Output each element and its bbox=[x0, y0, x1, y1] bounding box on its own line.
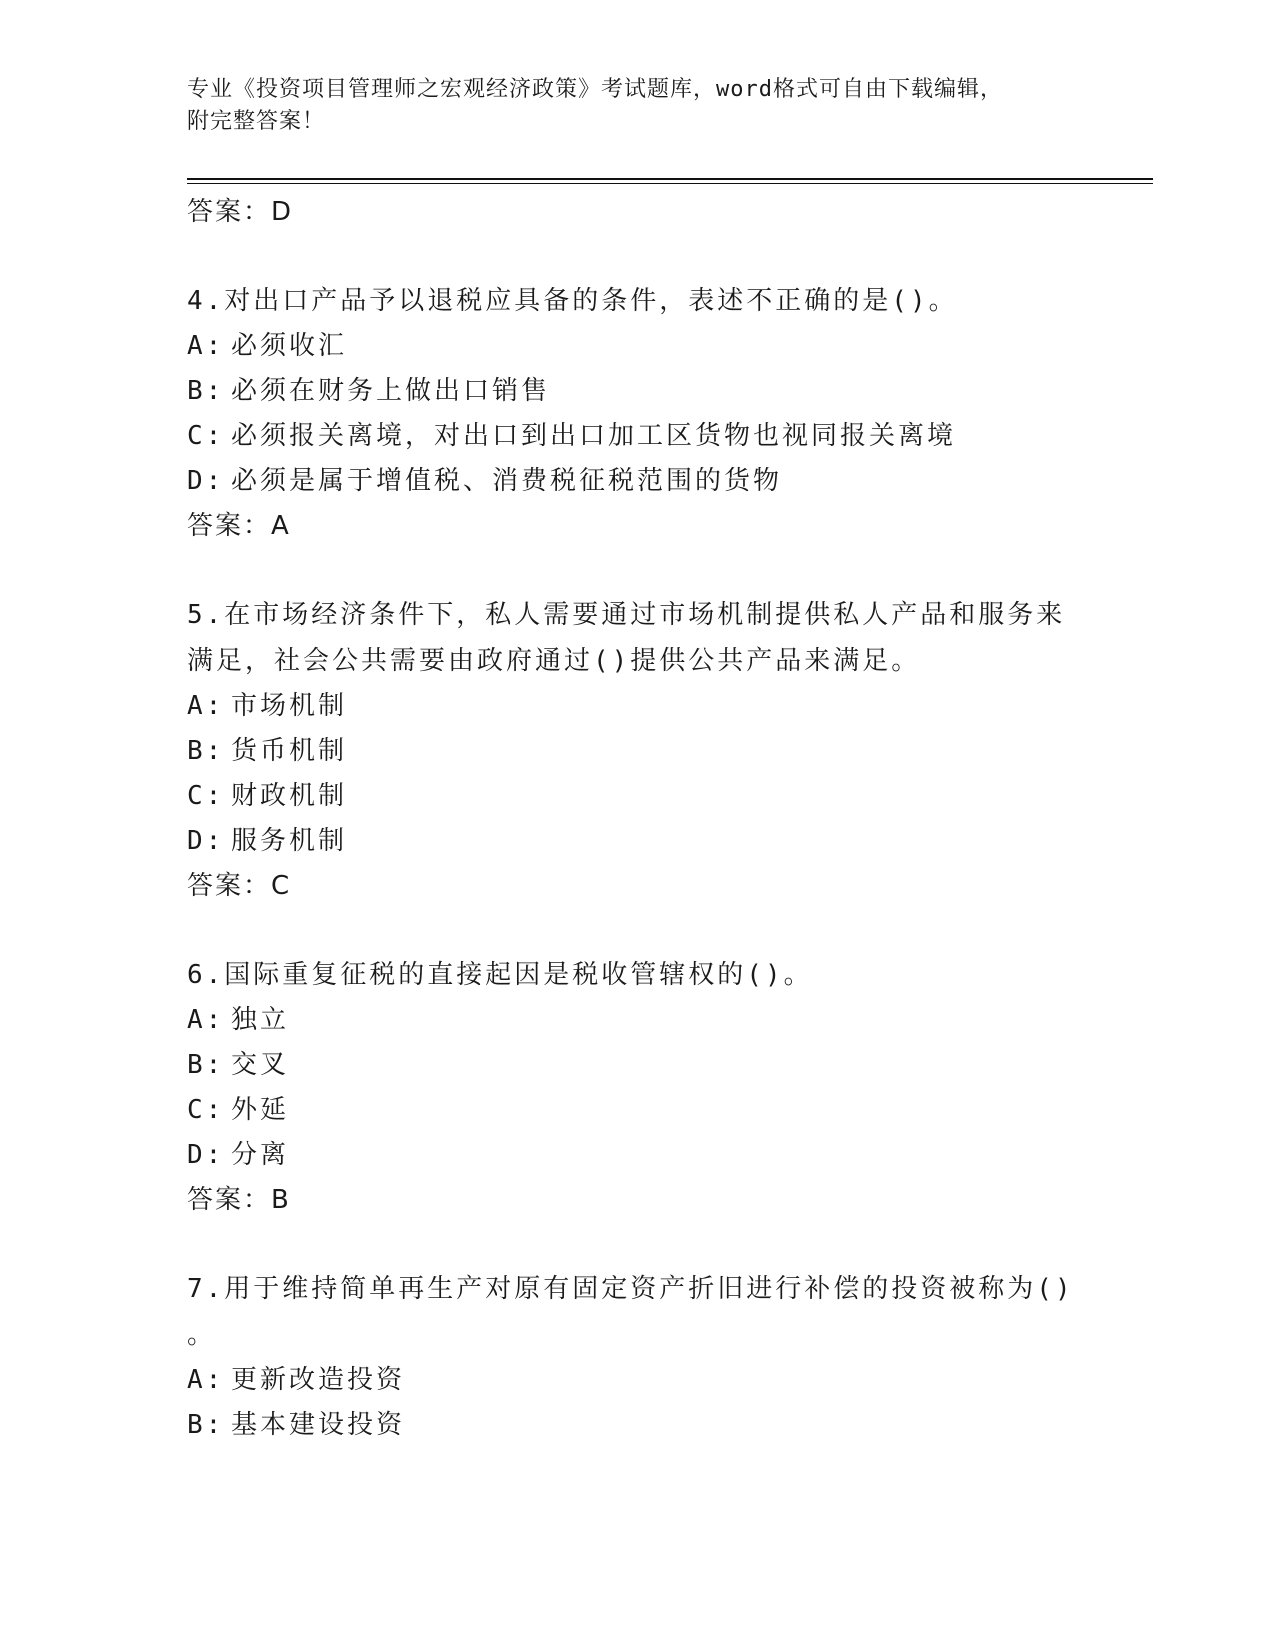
option-d bbox=[187, 819, 1087, 864]
option-letter: B: bbox=[187, 1410, 225, 1440]
option-letter: D: bbox=[187, 826, 225, 856]
option-text: 货币机制 bbox=[231, 736, 348, 766]
question-7 bbox=[187, 1266, 1087, 1448]
option-letter: D: bbox=[187, 1140, 225, 1170]
option-c bbox=[187, 774, 1087, 819]
option-a bbox=[187, 998, 1087, 1043]
option-text: 市场机制 bbox=[231, 691, 348, 721]
option-b bbox=[187, 1403, 1087, 1448]
option-letter: C: bbox=[187, 421, 225, 451]
question-5 bbox=[187, 592, 1087, 908]
question-stem-cont: 。 bbox=[187, 1320, 217, 1350]
option-a bbox=[187, 324, 1087, 369]
option-letter: A: bbox=[187, 1365, 225, 1395]
question-stem: 4.对出口产品予以退税应具备的条件，表述不正确的是()。 bbox=[187, 286, 958, 316]
option-text: 服务机制 bbox=[231, 826, 348, 856]
page-header bbox=[187, 74, 1087, 138]
option-letter: D: bbox=[187, 466, 225, 496]
answer-q3: 答案：D bbox=[187, 197, 294, 227]
option-text: 独立 bbox=[231, 1005, 290, 1035]
header-divider-thin bbox=[187, 183, 1153, 184]
header-line-1: 专业《投资项目管理师之宏观经济政策》考试题库，word格式可自由下载编辑， bbox=[187, 77, 1003, 102]
option-b bbox=[187, 1043, 1087, 1088]
option-text: 必须收汇 bbox=[231, 331, 348, 361]
option-text: 交叉 bbox=[231, 1050, 290, 1080]
option-a bbox=[187, 1358, 1087, 1403]
option-letter: A: bbox=[187, 331, 225, 361]
option-text: 更新改造投资 bbox=[231, 1365, 406, 1395]
option-d bbox=[187, 1133, 1087, 1178]
question-stem-cont: 满足，社会公共需要由政府通过()提供公共产品来满足。 bbox=[187, 646, 921, 676]
option-letter: A: bbox=[187, 1005, 225, 1035]
answer-q4: 答案：A bbox=[187, 511, 291, 541]
option-text: 财政机制 bbox=[231, 781, 348, 811]
option-text: 必须是属于增值税、消费税征税范围的货物 bbox=[231, 466, 783, 496]
option-d bbox=[187, 459, 1087, 504]
question-4 bbox=[187, 278, 1087, 548]
option-c bbox=[187, 414, 1087, 459]
answer-q6: 答案：B bbox=[187, 1185, 291, 1215]
option-text: 外延 bbox=[231, 1095, 290, 1125]
option-text: 必须在财务上做出口销售 bbox=[231, 376, 551, 406]
document-body bbox=[187, 190, 1087, 1448]
option-letter: B: bbox=[187, 736, 225, 766]
question-stem: 6.国际重复征税的直接起因是税收管辖权的()。 bbox=[187, 960, 813, 990]
option-text: 必须报关离境，对出口到出口加工区货物也视同报关离境 bbox=[231, 421, 957, 451]
option-b bbox=[187, 369, 1087, 414]
option-letter: C: bbox=[187, 1095, 225, 1125]
option-a bbox=[187, 684, 1087, 729]
question-stem: 7.用于维持简单再生产对原有固定资产折旧进行补偿的投资被称为() bbox=[187, 1274, 1074, 1304]
option-letter: B: bbox=[187, 1050, 225, 1080]
header-divider-thick bbox=[187, 178, 1153, 180]
option-c bbox=[187, 1088, 1087, 1133]
option-letter: B: bbox=[187, 376, 225, 406]
option-text: 分离 bbox=[231, 1140, 290, 1170]
option-letter: C: bbox=[187, 781, 225, 811]
option-text: 基本建设投资 bbox=[231, 1410, 406, 1440]
question-stem: 5.在市场经济条件下，私人需要通过市场机制提供私人产品和服务来 bbox=[187, 600, 1066, 630]
option-letter: A: bbox=[187, 691, 225, 721]
header-line-2: 附完整答案！ bbox=[187, 109, 326, 134]
answer-q5: 答案：C bbox=[187, 871, 292, 901]
question-6 bbox=[187, 952, 1087, 1222]
option-b bbox=[187, 729, 1087, 774]
